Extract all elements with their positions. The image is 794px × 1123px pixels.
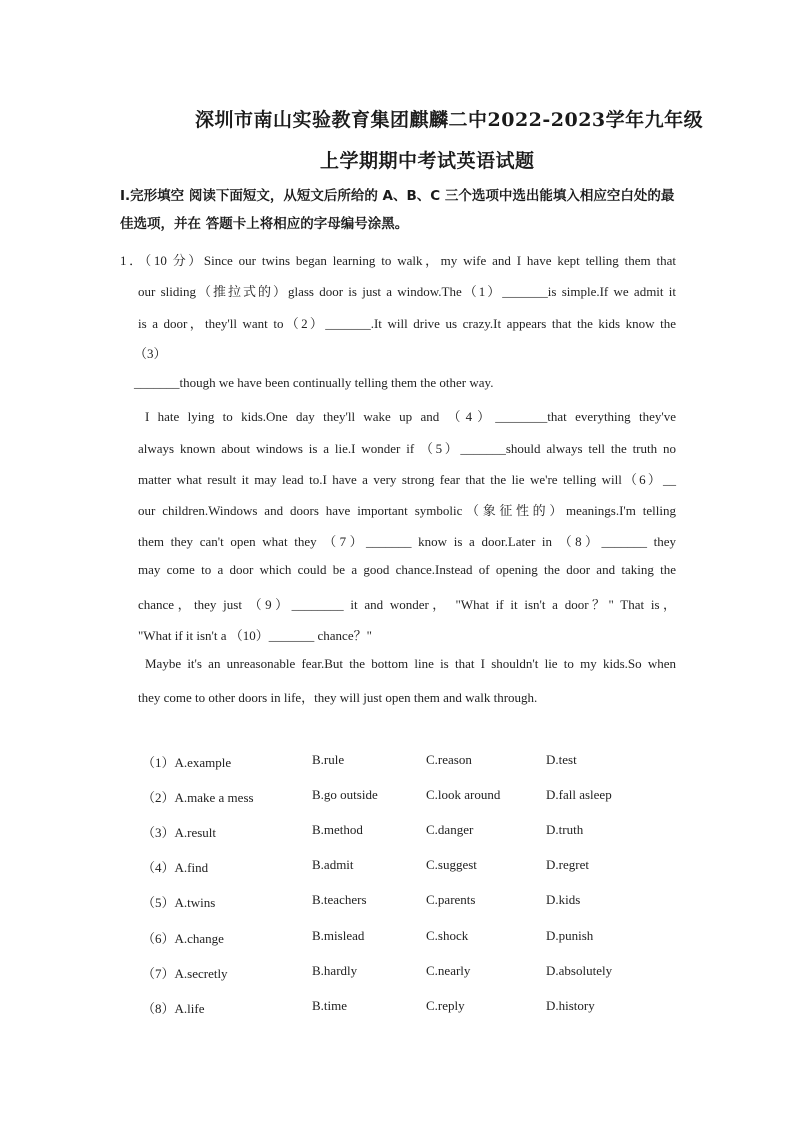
option-c: C.reason xyxy=(426,752,472,767)
passage-line: our children.Windows and doors have important symbolic（象征性的）meanings.I'm telling xyxy=(138,503,676,518)
option-c: C.look around xyxy=(426,787,501,802)
passage-line: matter what result it may lead to.I have a very strong fear that the lie we're telling will（6）__ xyxy=(138,472,676,487)
option-b: B.admit xyxy=(312,857,354,872)
option-b: B.method xyxy=(312,822,363,837)
option-b: B.teachers xyxy=(312,892,367,907)
option-d: D.history xyxy=(546,998,595,1013)
option-d: D.kids xyxy=(546,892,581,907)
option-d: D.regret xyxy=(546,857,589,872)
passage-line: is a door，they'll want to（2）_______.It will drive us crazy.It appears that the kids know the xyxy=(138,316,676,331)
passage-line: chance，they just （9）________ it and wonder， "What if it isn't a door？" That is， xyxy=(138,597,676,612)
option-a: （5）A.twins xyxy=(142,895,216,910)
document-title-line-2: 上学期期中考试英语试题 xyxy=(320,150,535,172)
passage-line: I hate lying to kids.One day they'll wake up and （4）________that everything they've xyxy=(145,409,676,424)
passage-line: 1．（10 分）Since our twins began learning to walk，my wife and I have kept telling them that xyxy=(120,253,676,268)
option-c: C.nearly xyxy=(426,963,471,978)
option-d: D.test xyxy=(546,752,577,767)
passage-line: （3） xyxy=(134,346,167,361)
document-title-line-1: 深圳市南山实验教育集团麒麟二中2022-2023学年九年级 xyxy=(195,109,704,131)
passage-line: our sliding（推拉式的）glass door is just a window.The（1）_______is simple.If we admit it xyxy=(138,284,676,299)
passage-line: Maybe it's an unreasonable fear.But the bottom line is that I shouldn't lie to my kids.So when xyxy=(145,656,676,671)
option-b: B.go outside xyxy=(312,787,378,802)
option-a: （6）A.change xyxy=(142,931,224,946)
option-c: C.parents xyxy=(426,892,476,907)
option-d: D.absolutely xyxy=(546,963,613,978)
passage-line: _______though we have been continually telling them the other way. xyxy=(134,375,494,390)
option-c: C.shock xyxy=(426,928,469,943)
option-c: C.suggest xyxy=(426,857,477,872)
option-a: （1）A.example xyxy=(142,755,232,770)
option-d: D.punish xyxy=(546,928,594,943)
section-instructions: I.完形填空 阅读下面短文，从短文后所给的 A、B、C 三个选项中选出能填入相应空白处的最佳选项，并在 答题卡上将相应的字母编号涂黑。 xyxy=(120,188,675,232)
option-b: B.time xyxy=(312,998,348,1013)
option-b: B.hardly xyxy=(312,963,358,978)
option-b: B.rule xyxy=(312,752,345,767)
passage-line: "What if it isn't a （10）_______ chance？" xyxy=(138,628,372,643)
option-d: D.truth xyxy=(546,822,584,837)
option-a: （7）A.secretly xyxy=(142,966,228,981)
passage-line: them they can't open what they （7）_______ know is a door.Later in （8）_______ they xyxy=(138,534,676,549)
option-a: （4）A.find xyxy=(142,860,209,875)
passage-line: may come to a door which could be a good chance.Instead of opening the door and taking the xyxy=(138,562,676,577)
option-a: （2）A.make a mess xyxy=(142,790,254,805)
option-a: （3）A.result xyxy=(142,825,217,840)
passage-line: always known about windows is a lie.I wonder if （5）_______should always tell the truth no xyxy=(138,441,676,456)
option-c: C.reply xyxy=(426,998,465,1013)
option-b: B.mislead xyxy=(312,928,365,943)
option-a: （8）A.life xyxy=(142,1001,205,1016)
option-d: D.fall asleep xyxy=(546,787,612,802)
passage-line: they come to other doors in life，they will just open them and walk through. xyxy=(138,690,538,705)
option-c: C.danger xyxy=(426,822,474,837)
